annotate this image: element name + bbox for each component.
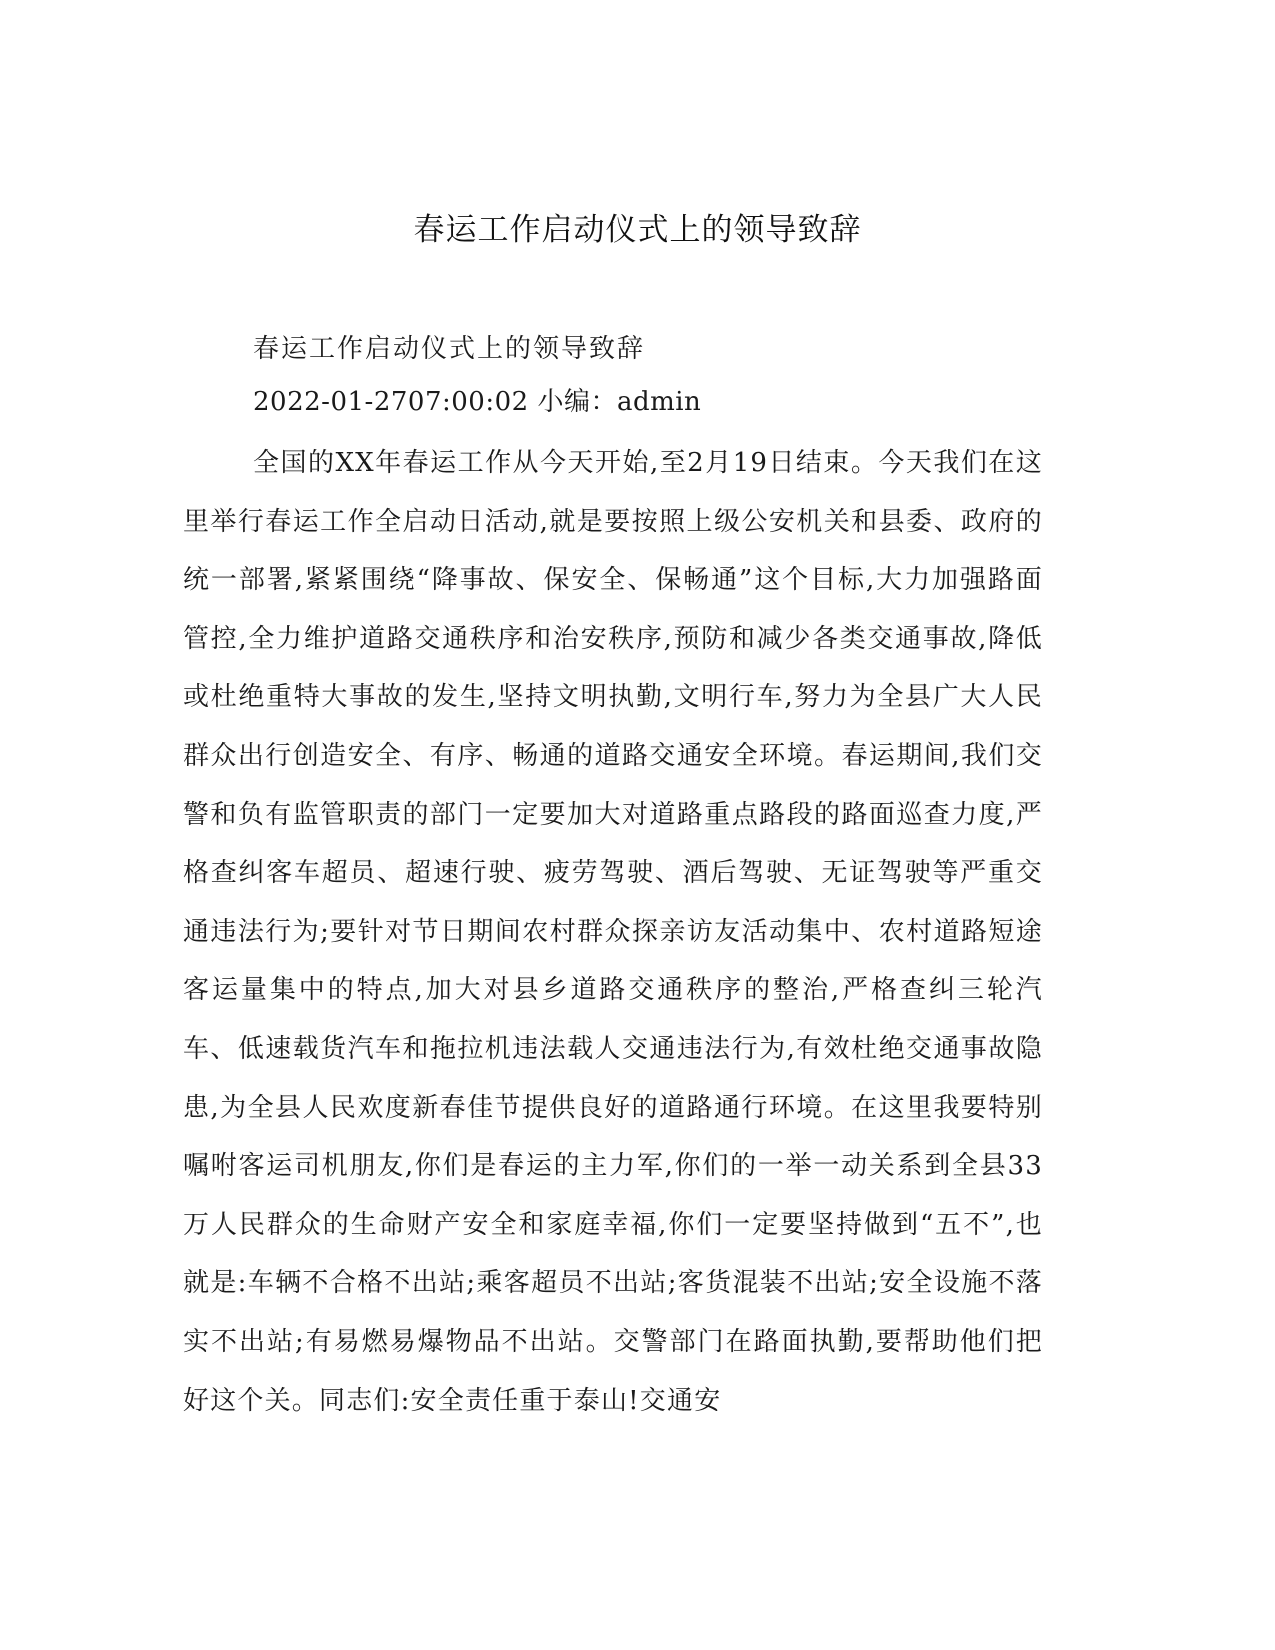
document-title: 春运工作启动仪式上的领导致辞 — [413, 212, 862, 248]
document-subtitle: 春运工作启动仪式上的领导致辞 — [253, 334, 646, 364]
publish-meta: 2022-01-2707:00:02 小编：admin — [253, 387, 702, 417]
body-paragraph: 全国的XX年春运工作从今天开始,至2月19日结束。今天我们在这里举行春运工作全启动日活动,就是要按照上级公安机关和县委、政府的统一部署,紧紧围绕“降事故、保安全、保畅通”这个目标,大力加强路面管控,全力维护道路交通秩序和治安秩序,预防和减少各类交通事故,降低或杜绝重特大事故的发生,坚持文明执勤,文明行车,努力为全县广大人民群众出行创造安全、有序、畅通的道路交通安全环境。春运期间,我们交警和负有监管职责的部门一定要加大对道路重点路段的路面巡查力度,严格查纠客车超员、超速行驶、疲劳驾驶、酒后驾驶、无证驾驶等严重交通违法行为;要针对节日期间农村群众探亲访友活动集中、农村道路短途客运量集中的特点,加大对县乡道路交通秩序的整治,严格查纠三轮汽车、低速载货汽车和拖拉机违法载人交通违法行为,有效杜绝交通事故隐患,为全县人民欢度新春佳节提供良好的道路通行环境。在这里我要特别嘱咐客运司机朋友,你们是春运的主力军,你们的一举一动关系到全县33万人民群众的生命财产安全和家庭幸福,你们一定要坚持做到“五不”,也就是:车辆不合格不出站;乘客超员不出站;客货混装不出站;安全设施不落实不出站;有易燃易爆物品不出站。交警部门在路面执勤,要帮助他们把好这个关。同志们:安全责任重于泰山!交通安 — [183, 448, 1043, 1416]
